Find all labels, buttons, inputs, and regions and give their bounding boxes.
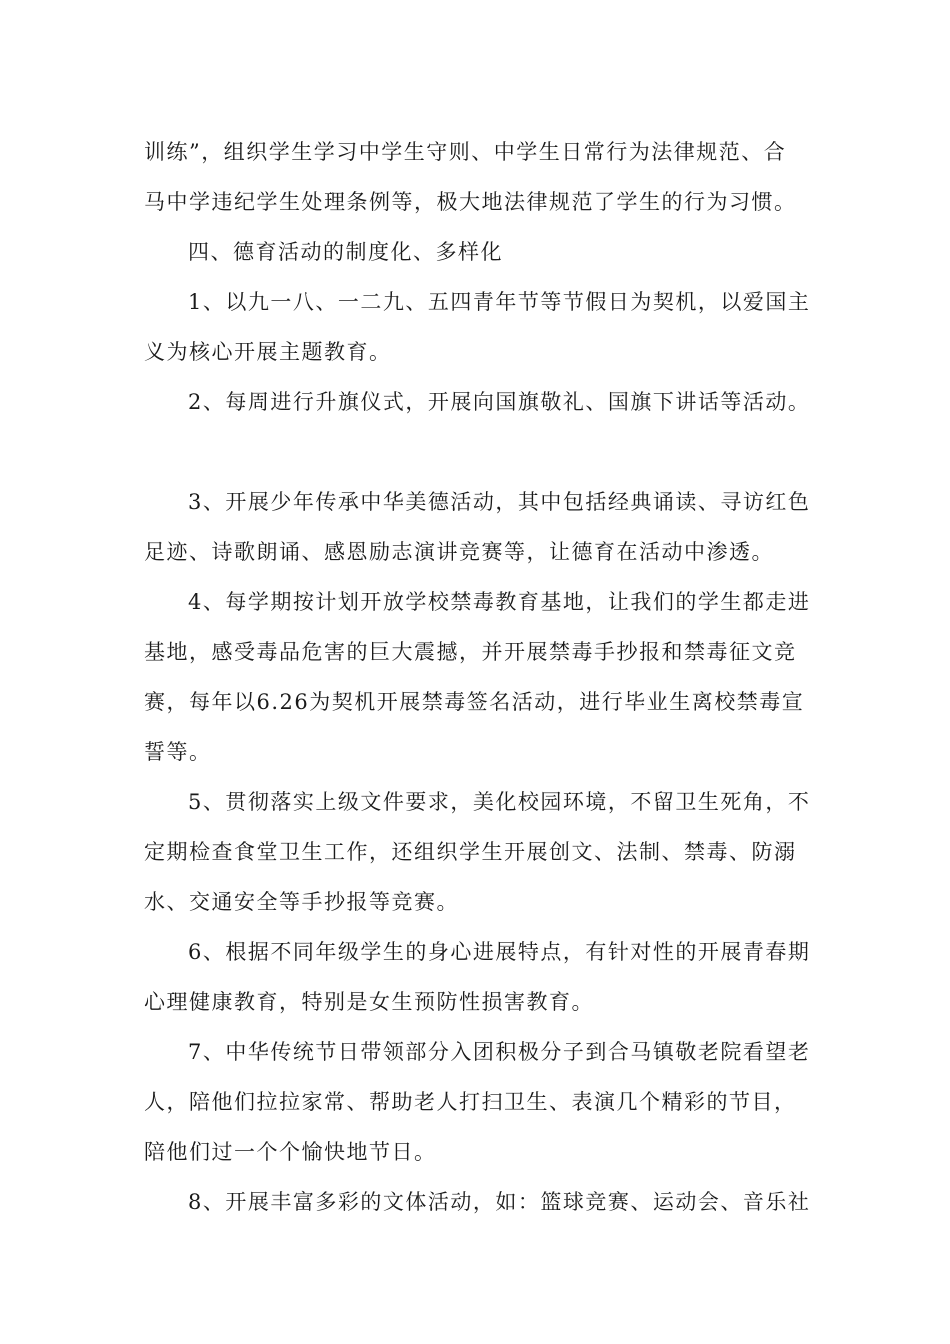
text-line: 6、根据不同年级学生的身心进展特点，有针对性的开展青春期 bbox=[188, 940, 811, 964]
text-line: 赛，每年以6.26为契机开展禁毒签名活动，进行毕业生离校禁毒宣 bbox=[144, 690, 805, 714]
text-line: 陪他们过一个个愉快地节日。 bbox=[144, 1140, 437, 1164]
text-line: 4、每学期按计划开放学校禁毒教育基地，让我们的学生都走进 bbox=[188, 590, 811, 614]
text-line: 基地，感受毒品危害的巨大震撼，并开展禁毒手抄报和禁毒征文竞 bbox=[144, 640, 797, 664]
text-line: 马中学违纪学生处理条例等，极大地法律规范了学生的行为习惯。 bbox=[144, 190, 797, 214]
text-line: 训练”，组织学生学习中学生守则、中学生日常行为法律规范、合 bbox=[144, 140, 787, 164]
section-heading: 四、德育活动的制度化、多样化 bbox=[188, 240, 503, 264]
text-line: 8、开展丰富多彩的文体活动，如：篮球竞赛、运动会、音乐社 bbox=[188, 1190, 811, 1214]
text-line: 2、每周进行升旗仪式，开展向国旗敬礼、国旗下讲话等活动。 bbox=[188, 390, 811, 414]
text-line: 足迹、诗歌朗诵、感恩励志演讲竞赛等，让德育在活动中渗透。 bbox=[144, 540, 774, 564]
text-line: 5、贯彻落实上级文件要求，美化校园环境，不留卫生死角，不 bbox=[188, 790, 811, 814]
text-line: 水、交通安全等手抄报等竞赛。 bbox=[144, 890, 459, 914]
text-line: 义为核心开展主题教育。 bbox=[144, 340, 392, 364]
text-line: 7、中华传统节日带领部分入团积极分子到合马镇敬老院看望老 bbox=[188, 1040, 811, 1064]
text-line: 誓等。 bbox=[144, 740, 212, 764]
text-line: 人，陪他们拉拉家常、帮助老人打扫卫生、表演几个精彩的节目， bbox=[144, 1090, 797, 1114]
text-line: 定期检查食堂卫生工作，还组织学生开展创文、法制、禁毒、防溺 bbox=[144, 840, 797, 864]
text-line: 3、开展少年传承中华美德活动，其中包括经典诵读、寻访红色 bbox=[188, 490, 811, 514]
text-line: 心理健康教育，特别是女生预防性损害教育。 bbox=[144, 990, 594, 1014]
text-line: 1、以九一八、一二九、五四青年节等节假日为契机，以爱国主 bbox=[188, 290, 811, 314]
